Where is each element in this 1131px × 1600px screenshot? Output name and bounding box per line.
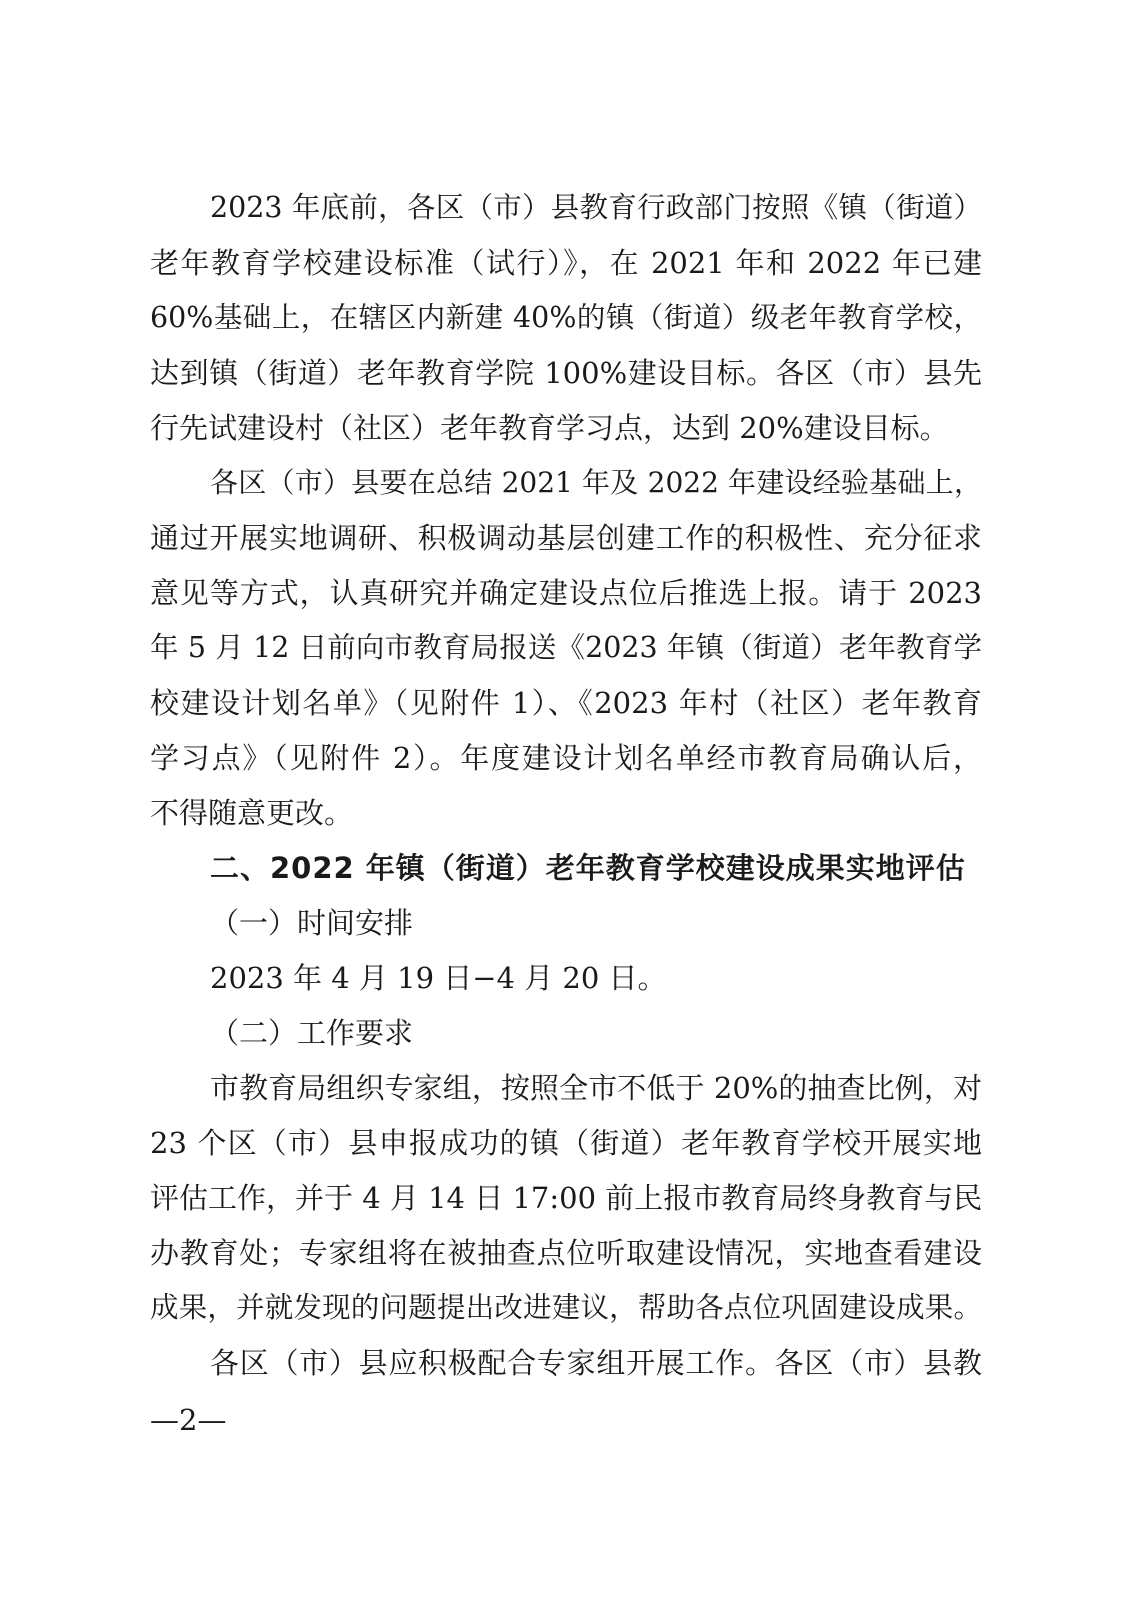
subsection-1-text: 2023 年 4 月 19 日−4 月 20 日。 bbox=[210, 961, 667, 995]
paragraph-2-line-6: 学习点》（见附件 2）。年度建设计划名单经市教育局确认后， bbox=[150, 741, 982, 775]
paragraph-4-line-1: 各区（市）县应积极配合专家组开展工作。各区（市）县教 bbox=[210, 1346, 982, 1380]
paragraph-2-line-4: 年 5 月 12 日前向市教育局报送《2023 年镇（街道）老年教育学 bbox=[150, 631, 982, 664]
paragraph-3-line-4: 办教育处；专家组将在被抽查点位听取建设情况，实地查看建设 bbox=[150, 1236, 982, 1270]
paragraph-2-line-5: 校建设计划名单》（见附件 1）、《2023 年村（社区）老年教育 bbox=[150, 686, 982, 720]
paragraph-1-line-5: 行先试建设村（社区）老年教育学习点，达到 20%建设目标。 bbox=[150, 411, 949, 445]
paragraph-1-line-4: 达到镇（街道）老年教育学院 100%建设目标。各区（市）县先 bbox=[150, 356, 982, 390]
paragraph-2-line-2: 通过开展实地调研、积极调动基层创建工作的积极性、充分征求 bbox=[150, 521, 982, 555]
paragraph-1-line-2: 老年教育学校建设标准（试行）》，在 2021 年和 2022 年已建 bbox=[150, 246, 982, 280]
paragraph-2-line-1: 各区（市）县要在总结 2021 年及 2022 年建设经验基础上， bbox=[210, 466, 982, 499]
paragraph-3-line-5: 成果，并就发现的问题提出改进建议，帮助各点位巩固建设成果。 bbox=[150, 1291, 982, 1324]
page-number: —2— bbox=[150, 1403, 227, 1437]
paragraph-1-line-3: 60%基础上，在辖区内新建 40%的镇（街道）级老年教育学校， bbox=[150, 301, 982, 334]
subsection-1-heading: （一）时间安排 bbox=[210, 906, 414, 940]
paragraph-3-line-1: 市教育局组织专家组，按照全市不低于 20%的抽查比例，对 bbox=[210, 1071, 982, 1105]
subsection-2-heading: （二）工作要求 bbox=[210, 1016, 414, 1050]
paragraph-3-line-3: 评估工作，并于 4 月 14 日 17:00 前上报市教育局终身教育与民 bbox=[150, 1181, 983, 1215]
paragraph-3-line-2: 23 个区（市）县申报成功的镇（街道）老年教育学校开展实地 bbox=[150, 1126, 982, 1160]
section-2-heading: 二、2022 年镇（街道）老年教育学校建设成果实地评估 bbox=[210, 851, 966, 885]
paragraph-2-line-7: 不得随意更改。 bbox=[150, 796, 354, 830]
paragraph-1-line-1: 2023 年底前，各区（市）县教育行政部门按照《镇（街道） bbox=[210, 191, 982, 224]
paragraph-2-line-3: 意见等方式，认真研究并确定建设点位后推选上报。请于 2023 bbox=[150, 576, 982, 610]
